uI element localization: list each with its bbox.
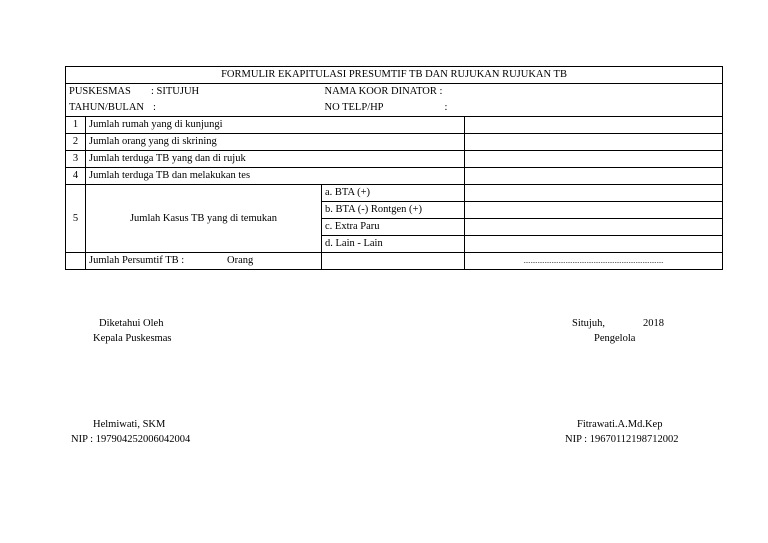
row-value-cell: [465, 134, 723, 151]
tahun-value: :: [153, 102, 156, 113]
total-label: Jumlah Persumtif TB :: [89, 255, 185, 266]
total-dots: ................................................................................: [523, 257, 664, 265]
total-number-cell: [66, 253, 86, 270]
puskesmas-label: PUSKESMAS: [69, 86, 131, 97]
tahun-label: TAHUN/BULAN: [69, 102, 144, 113]
sub-row-label: b. BTA (-) Rontgen (+): [322, 202, 465, 219]
row-value-cell: [465, 236, 723, 253]
koordinator-cell: [322, 84, 723, 101]
row-number: 2: [66, 134, 86, 151]
row-number: 4: [66, 168, 86, 185]
left-sign-name: Helmiwati, SKM: [93, 419, 166, 430]
row-value-cell: [465, 202, 723, 219]
header-row-1: [66, 84, 723, 101]
sub-row-label: a. BTA (+): [322, 185, 465, 202]
telp-cell: [322, 100, 723, 117]
form-title: FORMULIR EKAPITULASI PRESUMTIF TB DAN RUJUKAN RUJUKAN TB: [66, 67, 723, 84]
row-label: Jumlah orang yang di skrining: [86, 134, 465, 151]
row-value-cell: [465, 219, 723, 236]
puskesmas-value: : SITUJUH: [151, 86, 200, 97]
row-label: Jumlah rumah yang di kunjungi: [86, 117, 465, 134]
form-title-row: [66, 67, 723, 84]
koordinator-label: NAMA KOOR DINATOR :: [324, 86, 443, 97]
right-sign-place: Situjuh,: [572, 318, 605, 329]
row-label: Jumlah terduga TB dan melakukan tes: [86, 168, 465, 185]
puskesmas-cell: [66, 84, 322, 101]
row-number: 5: [66, 185, 86, 253]
row-number: 1: [66, 117, 86, 134]
left-sign-line1: Diketahui Oleh: [99, 318, 164, 329]
header-row-2: [66, 100, 723, 117]
total-row: [66, 253, 723, 270]
recap-form-table: [65, 66, 723, 270]
left-sign-line2: Kepala Puskesmas: [93, 333, 172, 344]
table-row: [66, 151, 723, 168]
row-value-cell: [465, 185, 723, 202]
telp-label: NO TELP/HP: [324, 102, 384, 113]
left-sign-nip: NIP : 197904252006042004: [71, 434, 191, 445]
row-label: Jumlah Kasus TB yang di temukan: [86, 185, 322, 253]
telp-value: :: [444, 102, 448, 113]
right-sign-name: Fitrawati.A.Md.Kep: [577, 419, 663, 430]
total-unit: Orang: [227, 255, 254, 266]
row-label: Jumlah terduga TB yang dan di rujuk: [86, 151, 465, 168]
sub-row-label: d. Lain - Lain: [322, 236, 465, 253]
table-row: [66, 134, 723, 151]
total-label-cell: [86, 253, 322, 270]
row-number: 3: [66, 151, 86, 168]
row-value-cell: [465, 168, 723, 185]
tahun-cell: [66, 100, 322, 117]
right-sign-nip: NIP : 19670112198712002: [565, 434, 679, 445]
row-value-cell: [465, 151, 723, 168]
total-empty-cell: [322, 253, 465, 270]
total-value-cell: [465, 253, 723, 270]
sub-row-label: c. Extra Paru: [322, 219, 465, 236]
table-row: [66, 185, 723, 202]
right-sign-role: Pengelola: [594, 333, 636, 344]
row-value-cell: [465, 117, 723, 134]
table-row: [66, 168, 723, 185]
table-row: [66, 117, 723, 134]
right-sign-year: 2018: [643, 318, 664, 329]
